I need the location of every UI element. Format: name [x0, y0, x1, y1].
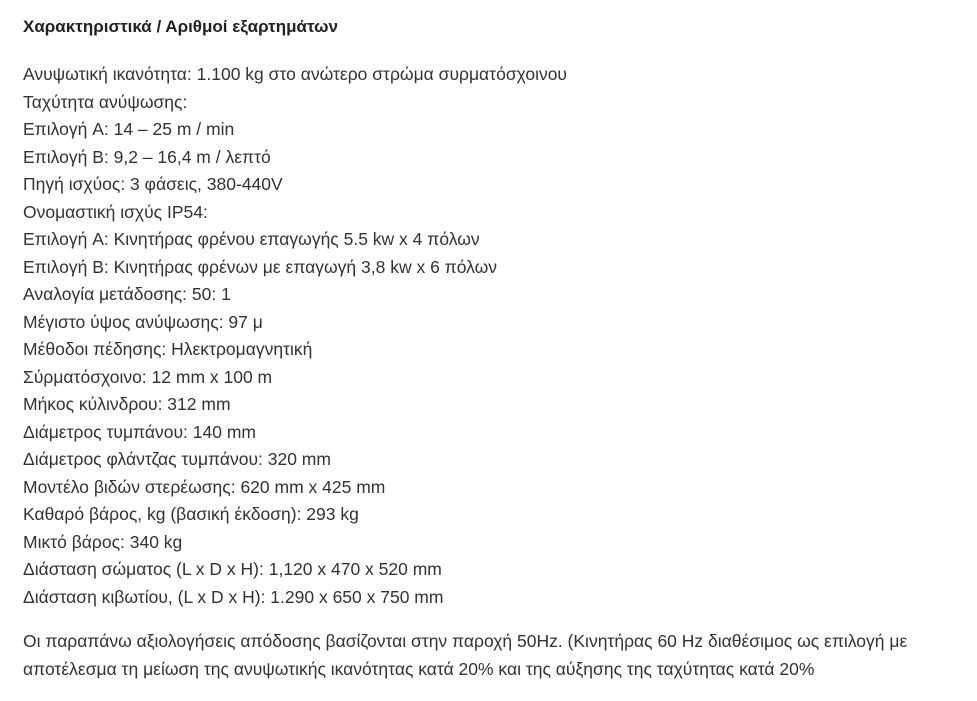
- performance-note: [23, 627, 977, 683]
- spec-line-box-dimensions: Διάσταση κιβωτίου, (L x D x H): 1.290 x 650 x 750 mm: [23, 586, 444, 607]
- performance-note-line-1: Οι παραπάνω αξιολογήσεις απόδοσης βασίζονται στην παροχή 50Hz. (Κινητήρας 60 Hz διαθέσιμος ως επιλογή με: [23, 631, 908, 651]
- performance-note-line-2: αποτέλεσμα τη μείωση της ανυψωτικής ικανότητας κατά 20% και της αύξησης της ταχύτητας κατά 20%: [23, 659, 815, 679]
- spec-line-gross-weight: Μικτό βάρος: 340 kg: [23, 531, 183, 552]
- spec-line-speed-option-b: Επιλογή B: 9,2 – 16,4 m / λεπτό: [23, 146, 271, 167]
- section-heading: Χαρακτηριστικά / Αριθμοί εξαρτημάτων: [23, 17, 338, 36]
- spec-list: [23, 61, 977, 611]
- spec-line-drum-diameter: Διάμετρος τυμπάνου: 140 mm: [23, 421, 256, 442]
- spec-line-power-source: Πηγή ισχύος: 3 φάσεις, 380-440V: [23, 174, 283, 194]
- spec-content: [23, 14, 977, 701]
- spec-line-bolt-pattern: Μοντέλο βιδών στερέωσης: 620 mm x 425 mm: [23, 476, 386, 497]
- spec-line-motor-option-b: Επιλογή B: Κινητήρας φρένων με επαγωγή 3,8 kw x 6 πόλων: [23, 256, 498, 277]
- spec-line-drum-length: Μήκος κύλινδρου: 312 mm: [23, 394, 231, 414]
- spec-line-wire-rope: Σύρματόσχοινο: 12 mm x 100 m: [23, 366, 273, 387]
- spec-line-lifting-capacity: Ανυψωτική ικανότητα: 1.100 kg στο ανώτερο στρώμα συρματόσχοινου: [23, 64, 568, 84]
- spec-line-speed-option-a: Επιλογή A: 14 – 25 m / min: [23, 119, 235, 139]
- spec-line-lifting-speed: Ταχύτητα ανύψωσης:: [23, 91, 188, 112]
- spec-line-motor-option-a: Επιλογή A: Κινητήρας φρένου επαγωγής 5.5 kw x 4 πόλων: [23, 229, 480, 249]
- spec-line-braking-method: Μέθοδοι πέδησης: Ηλεκτρομαγνητική: [23, 339, 313, 359]
- spec-line-net-weight: Καθαρό βάρος, kg (βασική έκδοση): 293 kg: [23, 504, 359, 524]
- spec-line-body-dimensions: Διάσταση σώματος (L x D x H): 1,120 x 470 x 520 mm: [23, 559, 442, 579]
- spec-line-flange-diameter: Διάμετρος φλάντζας τυμπάνου: 320 mm: [23, 449, 331, 469]
- spec-line-gear-ratio: Αναλογία μετάδοσης: 50: 1: [23, 284, 231, 304]
- spec-line-rated-power: Ονομαστική ισχύς IP54:: [23, 201, 208, 222]
- spec-line-max-lift-height: Μέγιστο ύψος ανύψωσης: 97 μ: [23, 311, 263, 332]
